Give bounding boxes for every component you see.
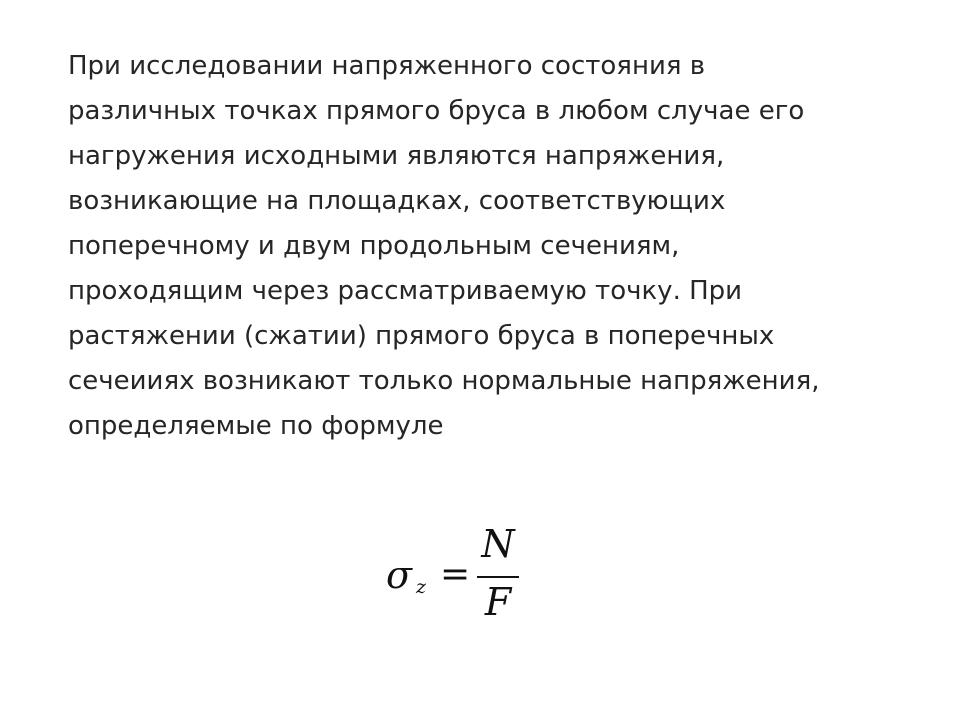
paragraph-line: поперечному и двум продольным сечениям,: [68, 231, 680, 261]
fraction-bar: [477, 576, 519, 578]
body-paragraph: [68, 44, 940, 449]
formula-fraction: [477, 522, 519, 628]
formula-sigma: σ: [386, 553, 412, 597]
paragraph-line: различных точках прямого бруса в любом случае его: [68, 96, 805, 126]
formula-numerator: N: [481, 522, 515, 566]
paragraph-line: сечеииях возникают только нормальные напряжения,: [68, 366, 820, 396]
formula-subscript: z: [416, 576, 427, 598]
paragraph-line: проходящим через рассматриваемую точку. При: [68, 276, 743, 306]
paragraph-line: нагружения исходными являются напряжения,: [68, 141, 725, 171]
paragraph-line: определяемые по формуле: [68, 411, 444, 441]
paragraph-line: растяжении (сжатии) прямого бруса в поперечных: [68, 321, 775, 351]
paragraph-line: возникающие на площадках, соответствующих: [68, 186, 726, 216]
formula-denominator: F: [484, 580, 512, 624]
stress-formula: [386, 522, 546, 628]
paragraph-line: При исследовании напряженного состояния в: [68, 51, 706, 81]
formula-equals-sign: =: [440, 554, 471, 595]
